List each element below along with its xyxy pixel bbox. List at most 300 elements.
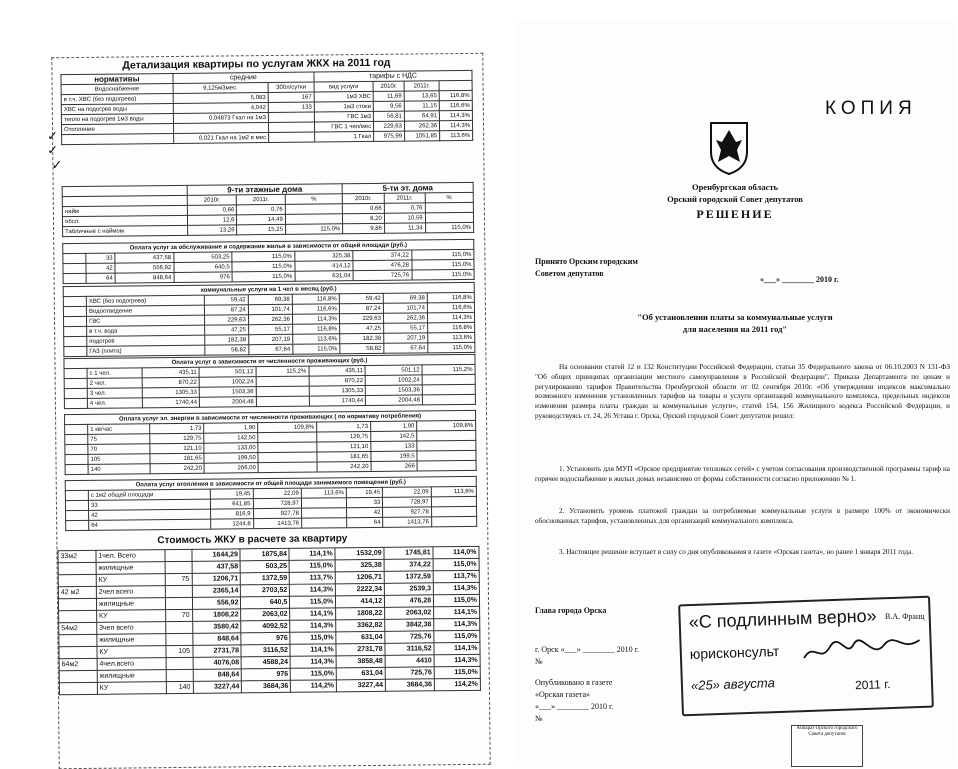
table-cell: 3684,36 (385, 679, 434, 692)
table-cell (165, 585, 192, 597)
norm-table (60, 70, 473, 145)
table-cell: 105 (165, 645, 192, 657)
table-cell: 105 (88, 454, 150, 465)
cost-table (57, 546, 480, 695)
table-cell: 3227,44 (337, 679, 386, 692)
table-cell: 115,0% (428, 342, 475, 352)
table-cell: жилищные (97, 634, 166, 647)
decision-number: № (535, 657, 543, 666)
table-cell: 13,26 (188, 225, 238, 236)
table-cell (165, 597, 192, 609)
table-cell: ХВС (без подогрева) (86, 295, 204, 306)
table-cell: 476,28 (353, 260, 412, 271)
table-cell: 33 (86, 253, 115, 263)
table-cell (166, 669, 193, 681)
table-cell: 728,97 (383, 497, 431, 508)
table-cell: 414,12 (336, 595, 385, 608)
check-icon: ✓ (47, 142, 59, 158)
table-cell: 115,2% (256, 366, 309, 377)
council-name: Орский городской Совет депутатов (667, 194, 803, 204)
table-cell: 116,6% (439, 100, 472, 110)
table-cell: 1244,8 (211, 519, 253, 529)
table-cell: 631,04 (336, 631, 385, 644)
table-cell: 870,22 (143, 377, 200, 388)
table-cell: 42 (89, 509, 211, 520)
table-cell: 140 (166, 681, 193, 693)
table-cell: в т.ч. ХВС (без подогрева) (61, 94, 173, 105)
table-cell: 114,0% (433, 546, 479, 558)
table-cell: 641,85 (211, 499, 253, 509)
table-cell: 1м3 стоки (314, 101, 373, 112)
table-cell: КУ (96, 610, 165, 623)
table-cell (164, 549, 191, 561)
table-cell (58, 598, 96, 610)
table-cell: 2004,48 (199, 397, 256, 408)
table-cell: 113,6% (440, 130, 473, 140)
table-cell: 242,20 (150, 463, 204, 474)
table-cell: 101,74 (383, 303, 427, 313)
table-cell: 58,82 (205, 345, 249, 355)
table-cell: 140 (88, 464, 150, 475)
table-cell: 64 (347, 517, 383, 527)
table-cell (165, 561, 192, 573)
table-cell: 1051,85 (405, 131, 440, 141)
stamp-text: «С подлинным верно» (688, 605, 877, 633)
comm-table (63, 282, 476, 357)
table-cell: 9,86 (343, 223, 385, 233)
table-cell: 1372,59 (384, 571, 433, 584)
table-cell: 113,6% (293, 334, 340, 344)
paragraph-basis: На основании статей 12 и 132 Конституции Российской Федерации, статьи 35 Федерального закона от 06.10.2003 N 131-ФЗ "Об общих принципах организации местного самоуправления в Российской Федерации", Приказа Департамента по ценам и регулированию тарифов Правительства Оренбургской области от 02 сентября 2010г. «Об утверждении индексов максимально возможного изменения установленных тарифов на товары и услуги организаций коммунального комплекса, предельных индексов изменения размера платы граждан за коммунальные услуги», статей 154, 156 Жилищного кодекса Российской Федерации, и руководствуясь ст. 24, 26 Устава г. Орска, Орский городской Совет депутатов решил: (535, 363, 950, 420)
paragraph-1: 1. Установить для МУП «Орское предприятие тепловых сетей» с учетом согласования производственной программы тариф на горячее водоснабжение в жилых домах независимо от формы собственности согласно приложению № 1. (535, 465, 950, 483)
table-cell: 116,8% (292, 324, 339, 334)
paragraph-2: 2. Установить уровень платежей граждан за потребляемые коммунальные услуги в размере 100% от экономически обоснованных тарифов, установленных для организаций коммунального комплекса. (535, 507, 950, 525)
table-cell: 631,04 (336, 667, 385, 680)
nine-storey-header: 9-ти этажные дома (187, 184, 342, 196)
table-cell: 2365,14 (192, 585, 241, 598)
table-cell: 116,6% (427, 302, 474, 312)
stamp-position: юрисконсульт (689, 642, 780, 663)
table-cell: 114,3% (434, 618, 480, 630)
published-line1: Опубликовано в газете (535, 678, 613, 687)
table-cell: 1808,22 (336, 607, 385, 620)
table-cell: 114,3% (433, 582, 479, 594)
table-cell (256, 376, 309, 387)
table-cell: 114,3% (427, 312, 474, 322)
y2011-header: 2011г. (404, 81, 439, 91)
table-cell: 1503,36 (366, 385, 423, 396)
table-cell: жилищные (96, 562, 165, 575)
table-cell: 848,64 (115, 273, 174, 284)
table-cell: ГАЗ (плита) (87, 345, 205, 356)
table-cell: 67,64 (384, 343, 428, 353)
table-cell: 70 (88, 444, 150, 455)
table-cell: 1,90 (204, 423, 258, 434)
table-cell: 142,5 (371, 431, 417, 441)
table-cell: 1413,76 (383, 517, 431, 528)
table-cell: 69,38 (383, 293, 427, 303)
detail-sheet (47, 53, 490, 769)
table-cell: Отопление (61, 124, 173, 135)
table-cell: 1413,76 (253, 518, 301, 529)
published-date: «___» ________ 2010 г. (535, 702, 614, 711)
y2010-header: 2010г. (373, 81, 404, 91)
table-cell: 113,7% (290, 572, 336, 584)
table-cell: 3858,48 (336, 655, 385, 668)
table-cell: жилищные (97, 670, 166, 683)
norm-header: нормативы (61, 74, 173, 85)
table-cell (165, 621, 192, 633)
table-cell: 115,0% (411, 249, 474, 260)
cost-title: Стоимость ЖКУ в расчете за квартиру (157, 533, 348, 547)
table-cell (59, 670, 97, 682)
table-cell: 115,2% (422, 364, 475, 375)
table-cell (431, 496, 476, 506)
head-name: В.А. Франц (885, 612, 925, 621)
table-cell: 3684,36 (242, 680, 291, 693)
table-cell: 1,73 (317, 421, 371, 432)
table-cell: 59,42 (204, 295, 248, 305)
year-header: 2011г. (237, 194, 285, 205)
table-cell (422, 384, 475, 395)
table-cell: 1808,22 (192, 609, 241, 622)
table-cell: 13,65 (404, 91, 439, 101)
table-cell (417, 430, 476, 441)
table-cell (417, 460, 476, 471)
table-cell: 47,25 (204, 325, 248, 335)
table-cell: 207,19 (384, 333, 428, 343)
table-cell: 816,9 (211, 509, 253, 519)
table-cell: 115,0% (434, 666, 480, 678)
table-cell (258, 452, 317, 463)
table-cell: 870,22 (309, 376, 366, 387)
table-cell: 113,6% (301, 488, 346, 498)
table-cell: 47,25 (339, 323, 383, 333)
table-cell: 115,0% (232, 251, 294, 262)
adopted-line2: Советом депутатов (535, 269, 604, 278)
table-cell: 22,09 (253, 488, 301, 499)
table-cell (59, 634, 97, 646)
table-cell: 64 (89, 519, 211, 530)
avg-header: средние (173, 72, 314, 83)
table-cell: 64м2 (59, 658, 97, 670)
table-cell: 2004,48 (366, 395, 423, 406)
table-cell: КУ (97, 682, 166, 695)
table-cell (302, 518, 347, 528)
table-cell: 435,11 (142, 367, 199, 378)
stamp-year: 2011 г. (854, 677, 891, 693)
table-cell: 0,66 (342, 203, 384, 213)
orsk-date: г. Орск «___» ________ 2010 г. (535, 645, 639, 654)
table-cell: 3842,38 (385, 619, 434, 632)
table-cell (165, 633, 192, 645)
table-cell: 115,0% (291, 668, 337, 680)
table-cell: 725,76 (385, 631, 434, 644)
table-cell: 116,8% (292, 294, 339, 304)
per-header: 300л/сутки (268, 82, 314, 92)
table-cell: 133 (268, 102, 314, 112)
table-cell: 142,50 (204, 433, 258, 444)
table-cell: ГВС (86, 315, 204, 326)
table-cell: ХВС на подогрев воды (61, 104, 173, 115)
table-cell: 325,38 (294, 251, 353, 262)
table-cell: 114,2% (291, 680, 337, 692)
table-cell: 3 чел. (87, 388, 143, 399)
table-cell: 2731,78 (336, 643, 385, 656)
decision-title: РЕШЕНИЕ (696, 207, 774, 221)
table-cell: 87,24 (204, 305, 248, 315)
table-cell: 4588,24 (242, 656, 291, 669)
table-cell (256, 396, 309, 407)
table-cell: 728,97 (253, 498, 301, 509)
table-cell: 1206,71 (335, 571, 384, 584)
water-header: Водоснабжение (61, 84, 173, 95)
table-cell: 199,50 (204, 453, 258, 464)
table-cell: 1305,33 (309, 386, 366, 397)
maint-table (62, 239, 474, 284)
check-icon: ✓ (47, 128, 59, 144)
table-cell: 0,76 (237, 204, 285, 215)
table-cell: 114,3% (290, 656, 336, 668)
table-cell: 501,12 (199, 367, 256, 378)
table-cell: 114,3% (290, 584, 336, 596)
table-cell: 2063,02 (241, 608, 290, 621)
table-cell: 262,36 (383, 313, 427, 323)
table-cell: 115,0% (411, 259, 474, 270)
table-cell: 3116,52 (241, 644, 290, 657)
table-cell: 115,0% (232, 271, 294, 282)
table-cell (301, 508, 346, 518)
table-cell: 121,10 (317, 441, 371, 452)
table-cell: 109,8% (258, 422, 317, 433)
table-cell: КУ (96, 574, 165, 587)
table-cell: 129,75 (150, 433, 204, 444)
table-cell: 33м2 (58, 550, 96, 562)
table-cell: жилищные (96, 598, 165, 611)
table-cell: 69,38 (248, 294, 292, 304)
table-cell: 0,66 (187, 205, 237, 216)
subject-line1: "Об установлении платы за коммунальные услуги (637, 312, 833, 322)
council-seal: Аппарат Орского городского Совета депутатов (791, 725, 863, 767)
table-cell: 116,8% (439, 90, 472, 100)
year-header: % (285, 194, 342, 205)
table-cell: 976 (174, 272, 233, 283)
table-cell: 114,3% (440, 120, 473, 130)
table-cell: КУ (97, 646, 166, 659)
table-cell: 1чел. Всего (96, 550, 165, 563)
table-cell: 325,38 (335, 559, 384, 572)
table-cell: 2731,78 (192, 645, 241, 658)
table-cell (425, 212, 473, 223)
table-cell: 976 (241, 632, 290, 645)
table-cell: 725,76 (353, 270, 412, 281)
signature-icon (801, 634, 922, 666)
head-label: Глава города Орска (535, 606, 607, 615)
detail-title: Детализация квартиры по услугам ЖКХ на 2011 год (122, 56, 391, 72)
check-icon: ✓ (51, 157, 63, 173)
tariff-header: тарифы с НДС (314, 70, 472, 82)
table-cell: 374,22 (384, 559, 433, 572)
table-cell: 101,74 (248, 304, 292, 314)
table-cell: 115,0% (293, 344, 340, 354)
table-cell: 437,58 (192, 561, 241, 574)
table-cell: 229,63 (374, 121, 405, 131)
table-cell: 33 (88, 499, 210, 510)
houses-table (62, 182, 475, 237)
table-cell: 1372,59 (241, 572, 290, 585)
table-cell: найм (62, 205, 187, 216)
year-header: 2011г. (384, 193, 425, 203)
table-cell: 5,083 (173, 93, 268, 104)
table-cell: 182,38 (204, 335, 248, 345)
table-cell (258, 432, 317, 443)
table-cell: 113,6% (428, 332, 475, 342)
table-cell: 115,0% (290, 632, 336, 644)
table-cell: 115,0% (285, 224, 342, 235)
table-cell: 9,56 (373, 101, 404, 111)
table-cell: 54м2 (59, 622, 97, 634)
table-cell: с 1м2 общей площади (88, 489, 210, 500)
table-cell (269, 132, 315, 142)
table-cell (59, 682, 97, 694)
year-header: 2010г. (187, 195, 237, 206)
published-number: № (535, 714, 543, 723)
table-cell: 262,36 (248, 314, 292, 324)
persons-table (63, 354, 476, 409)
table-cell: 114,1% (290, 644, 336, 656)
table-cell: 207,19 (248, 334, 292, 344)
heat-table (65, 476, 478, 531)
table-cell: 11,69 (373, 91, 404, 101)
table-cell: 414,12 (294, 261, 353, 272)
type-header: вид услуги (314, 81, 373, 92)
table-cell: 133,00 (204, 443, 258, 454)
table-cell (62, 134, 174, 145)
table-cell: 114,1% (290, 608, 336, 620)
table-cell: 114,3% (292, 314, 339, 324)
table-cell: 2063,02 (385, 607, 434, 620)
table-cell: 167 (268, 92, 314, 102)
table-cell (58, 562, 96, 574)
comm-section-title: коммунальные услуги на 1 чел в месяц (руб.) (63, 282, 474, 296)
table-cell: 1002,24 (366, 375, 423, 386)
table-cell (166, 657, 193, 669)
table-cell: 2222,34 (336, 583, 385, 596)
table-cell: 3116,52 (385, 643, 434, 656)
table-cell: 266 (371, 461, 417, 471)
table-cell (422, 374, 475, 385)
table-cell (59, 610, 97, 622)
table-cell: 19,45 (346, 487, 382, 497)
table-cell: 1644,29 (191, 549, 240, 562)
table-cell: 114,1% (434, 642, 480, 654)
table-cell: 1503,36 (199, 387, 256, 398)
table-cell (301, 498, 346, 508)
table-cell: 181,65 (317, 451, 371, 462)
table-cell: 374,22 (353, 250, 412, 261)
table-cell: 42 (347, 507, 383, 517)
table-cell: 133 (371, 441, 417, 451)
table-cell: 129,75 (317, 431, 371, 442)
table-cell: 58,82 (340, 343, 384, 353)
published-line2: «Орская газета» (535, 690, 591, 699)
table-cell (59, 646, 97, 658)
table-cell: 3362,82 (336, 619, 385, 632)
table-cell: 1м3 ХВС (314, 91, 373, 102)
table-cell (258, 442, 317, 453)
table-cell: 503,25 (174, 252, 233, 263)
table-cell: ГВС 1м3 (314, 111, 373, 122)
table-cell: 115,0% (290, 596, 336, 608)
table-cell: 1875,84 (240, 548, 289, 561)
table-cell: 199,5 (371, 451, 417, 461)
table-cell: 70 (165, 609, 192, 621)
table-cell: 1532,09 (335, 547, 384, 560)
table-cell: 503,25 (241, 560, 290, 573)
table-cell: 14,49 (237, 214, 285, 225)
table-cell: 75 (165, 573, 192, 585)
table-cell: 3чел всего (97, 622, 166, 635)
table-cell: 848,64 (193, 669, 242, 682)
table-cell: 2чел всего (96, 586, 165, 599)
table-cell: 114,1% (289, 548, 335, 560)
table-cell: 229,63 (339, 313, 383, 323)
table-cell: 1305,33 (143, 387, 200, 398)
table-cell: тепло на подогрев 1м3 воды (61, 114, 173, 125)
table-cell: в т.ч. вода (87, 325, 205, 336)
table-cell: 113,6% (431, 486, 476, 496)
table-cell: 115,0% (412, 269, 475, 280)
table-cell: 115,0% (434, 630, 480, 642)
subject-line2: для населения на 2011 год" (682, 324, 788, 334)
table-cell: 229,63 (204, 315, 248, 325)
table-cell: 476,28 (385, 595, 434, 608)
table-cell: 12,6 (187, 215, 237, 226)
table-cell: 121,10 (150, 443, 204, 454)
table-cell: 725,76 (385, 667, 434, 680)
table-cell: 927,78 (383, 507, 431, 518)
table-cell: 19,45 (211, 489, 253, 499)
table-cell: 15,25 (237, 224, 285, 235)
region-name: Оренбургская область (691, 182, 779, 192)
five-storey-header: 5-ти эт. дома (342, 182, 473, 193)
table-cell: 10,59 (384, 213, 425, 223)
table-cell (425, 202, 473, 213)
table-cell: 1206,71 (192, 573, 241, 586)
year-header: 2010г. (342, 193, 384, 203)
table-cell: 556,92 (115, 263, 174, 274)
table-cell: 114,2% (434, 678, 480, 690)
table-cell: 1740,44 (309, 396, 366, 407)
table-cell: 556,92 (192, 597, 241, 610)
adopted-line1: Принято Орским городским (535, 257, 638, 266)
table-cell: 4 чел. (87, 398, 143, 409)
table-cell: 435,11 (309, 366, 366, 377)
table-cell: 115,0% (433, 558, 479, 570)
table-cell: 182,38 (340, 333, 384, 343)
table-cell: 262,36 (404, 121, 439, 131)
table-cell: 4,042 (173, 103, 268, 114)
table-cell: обсл. (62, 215, 187, 226)
table-cell: 181,65 (150, 453, 204, 464)
table-cell: 67,64 (249, 344, 293, 354)
table-cell: 11,34 (384, 223, 425, 233)
table-cell: 1002,24 (199, 377, 256, 388)
table-cell: 116,8% (428, 322, 475, 332)
table-cell (58, 574, 96, 586)
certified-copy-stamp (678, 596, 934, 717)
coat-of-arms-icon (708, 120, 750, 175)
